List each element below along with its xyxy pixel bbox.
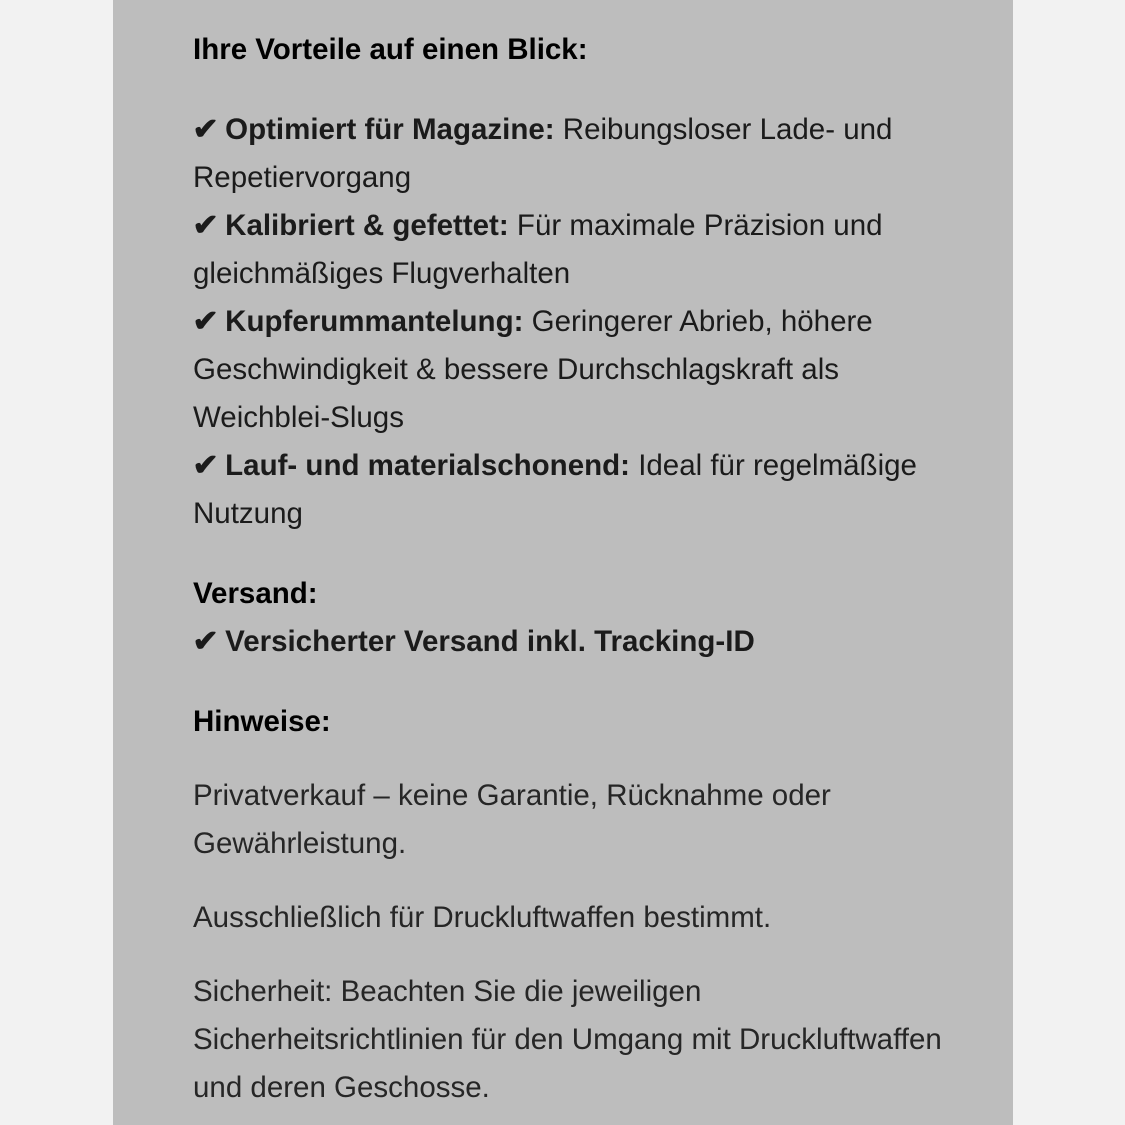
spacer xyxy=(193,746,947,772)
benefits-list xyxy=(193,106,947,538)
shipping-item-text: Versicherter Versand inkl. Tracking-ID xyxy=(225,625,755,658)
spacer xyxy=(193,74,947,106)
list-item xyxy=(193,106,947,202)
benefit-label: Optimiert für Magazine: xyxy=(225,113,555,146)
note-paragraph-1: Privatverkauf – keine Garantie, Rücknahme oder Gewährleistung. xyxy=(193,779,831,860)
spacer xyxy=(193,538,947,570)
listing-description-sheet xyxy=(113,0,1013,1125)
notes-heading: Hinweise: xyxy=(193,705,331,738)
list-item xyxy=(193,202,947,298)
shipping-heading: Versand: xyxy=(193,577,318,610)
note-paragraph-2: Ausschließlich für Druckluftwaffen bestimmt. xyxy=(193,901,772,934)
spacer xyxy=(193,868,947,894)
benefit-text: Reibungsloser Lade- und Repetiervorgang xyxy=(193,113,893,194)
check-icon: ✔ xyxy=(192,305,219,338)
benefit-text: Für maximale Präzision und gleichmäßiges Flugverhalten xyxy=(193,209,883,290)
benefit-label: Kalibriert & gefettet: xyxy=(225,209,509,242)
benefits-heading: Ihre Vorteile auf einen Blick: xyxy=(193,33,588,66)
benefit-text: Geringerer Abrieb, höhere Geschwindigkeit & bessere Durchschlagskraft als Weichblei-Slugs xyxy=(193,305,873,434)
list-item xyxy=(193,298,947,442)
check-icon: ✔ xyxy=(192,113,219,146)
spacer xyxy=(193,666,947,698)
check-icon: ✔ xyxy=(192,209,219,242)
benefit-label: Lauf- und materialschonend: xyxy=(225,449,630,482)
list-item xyxy=(193,442,947,538)
check-icon: ✔ xyxy=(192,449,219,482)
benefit-text: Ideal für regelmäßige Nutzung xyxy=(193,449,917,530)
benefit-label: Kupferummantelung: xyxy=(225,305,524,338)
note-paragraph-3: Sicherheit: Beachten Sie die jeweiligen Sicherheitsrichtlinien für den Umgang mit Druckluftwaffen und deren Geschosse. xyxy=(193,975,942,1104)
shipping-list-item xyxy=(193,618,947,666)
check-icon: ✔ xyxy=(192,625,219,658)
spacer xyxy=(193,942,947,968)
